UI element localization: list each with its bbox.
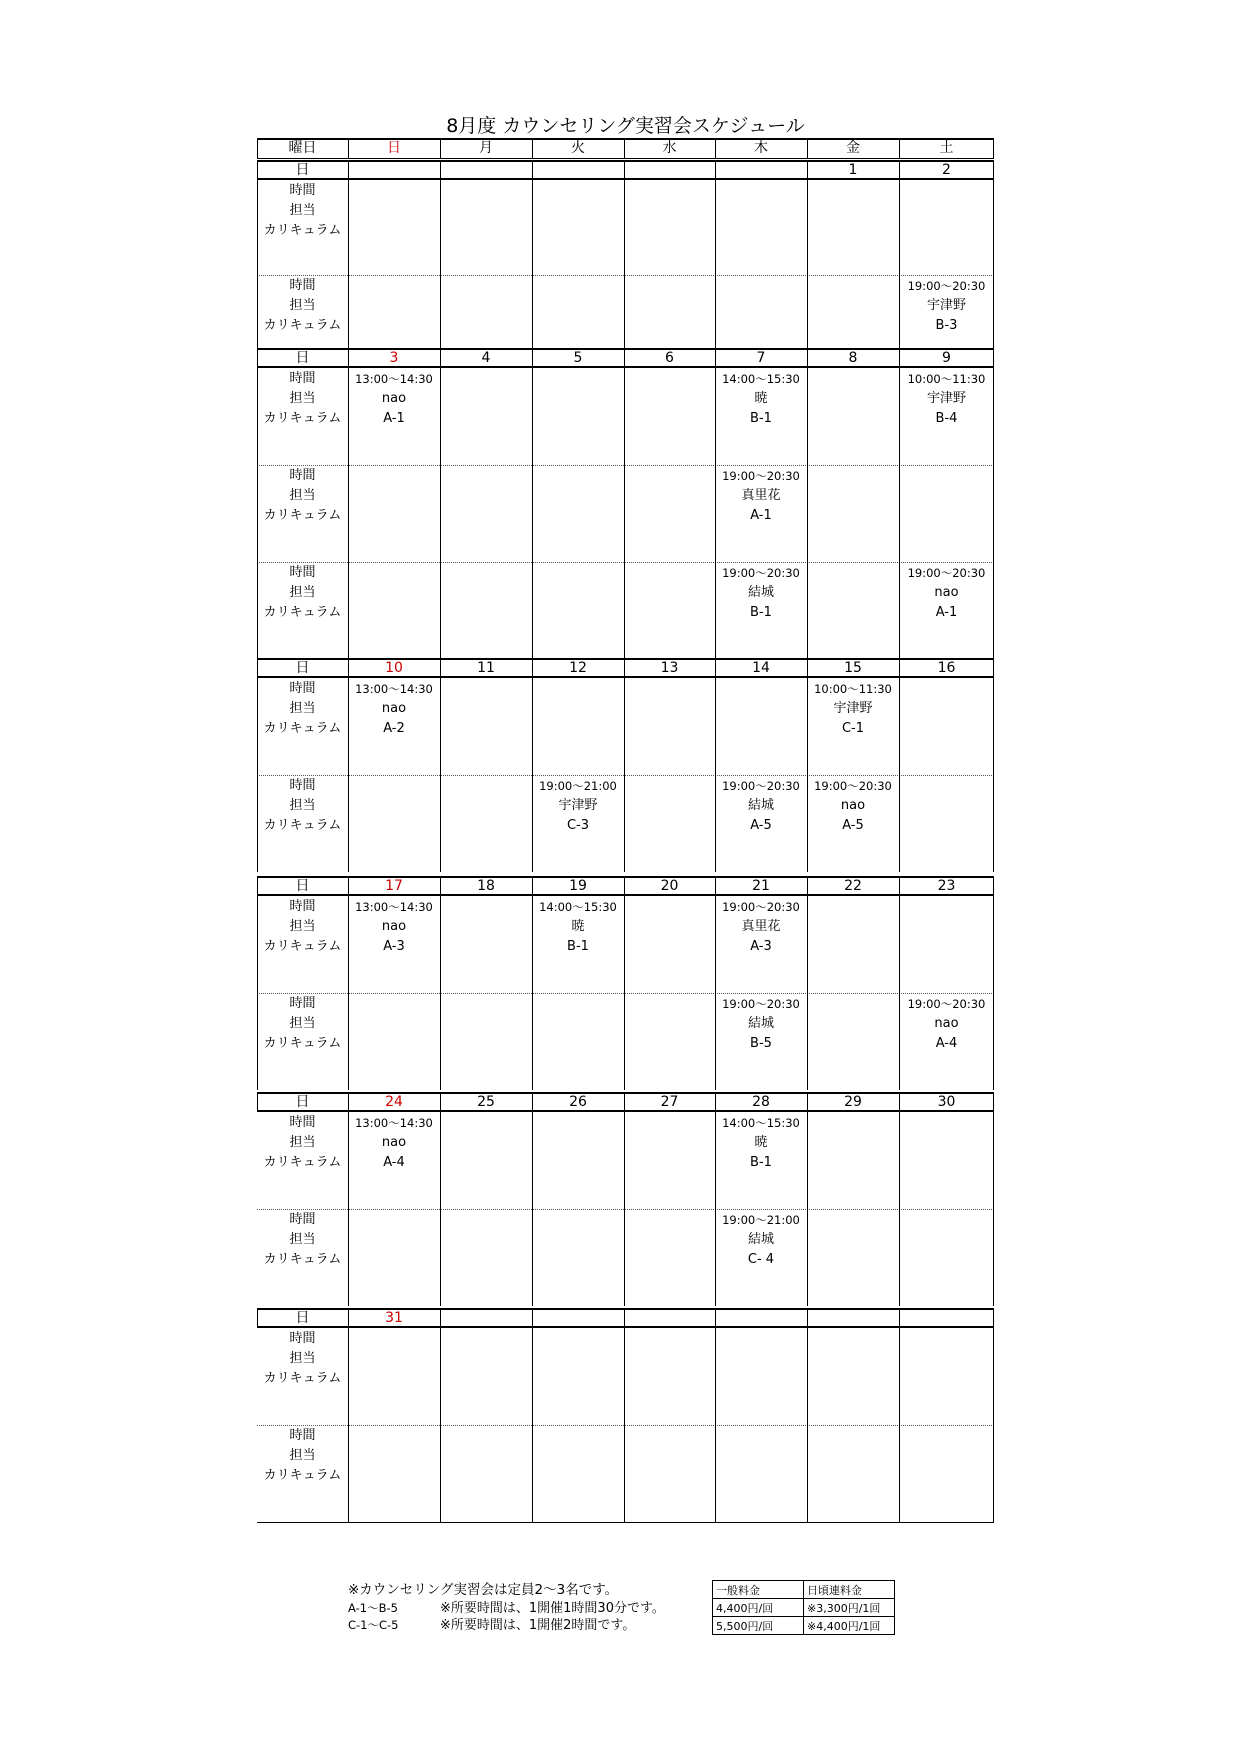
slot-divider (257, 1425, 994, 1426)
grid-line (532, 348, 533, 659)
session-staff: 結城 (747, 1016, 774, 1031)
grid-line (257, 677, 994, 678)
date-cell: 10 (385, 660, 403, 676)
session-curriculum: A-3 (383, 939, 405, 954)
session-time: 14:00～15:30 (722, 372, 800, 386)
date-row-label: 日 (295, 660, 310, 676)
session-time: 19:00～20:30 (722, 566, 800, 580)
grid-line (624, 160, 625, 370)
session-curriculum: B-1 (567, 939, 589, 954)
session-staff: 結城 (747, 798, 774, 813)
duration-note-ab (348, 1600, 665, 1617)
grid-line (993, 348, 994, 659)
date-cell: 8 (848, 350, 858, 366)
date-cell: 20 (660, 878, 679, 894)
grid-line (899, 658, 900, 872)
date-cell: 16 (937, 660, 956, 676)
session-curriculum: B-1 (750, 411, 772, 426)
weekday-header: 金 (846, 140, 860, 156)
curriculum-label: カリキュラム (263, 223, 342, 238)
grid-line (257, 179, 994, 180)
grid-line (257, 658, 258, 872)
date-cell: 12 (569, 660, 587, 676)
grid-line (993, 1308, 994, 1522)
page-title: 8月度 カウンセリング実習会スケジュール (446, 115, 805, 137)
grid-line (993, 160, 994, 370)
session-curriculum: B-4 (935, 411, 958, 426)
session-curriculum: A-5 (842, 818, 864, 833)
session-time: 19:00～20:30 (722, 997, 800, 1011)
duration-range: C-1～C-5 (348, 1618, 399, 1632)
curriculum-label: カリキュラム (263, 1468, 342, 1483)
session-curriculum: A-1 (750, 508, 772, 523)
time-label: 時間 (289, 371, 316, 386)
grid-line (899, 160, 900, 370)
grid-line (624, 876, 625, 1090)
duration-note-c (348, 1617, 665, 1634)
staff-label: 担当 (289, 203, 316, 218)
date-cell: 23 (937, 878, 956, 894)
grid-line (257, 1522, 994, 1523)
grid-line (807, 160, 808, 370)
time-label: 時間 (289, 1428, 316, 1443)
fee-cell: ※3,300円/1回 (804, 1599, 895, 1617)
session-curriculum: A-2 (383, 721, 405, 736)
weekday-header: 水 (662, 140, 677, 156)
staff-label: 担当 (289, 488, 316, 503)
staff-label: 担当 (289, 919, 316, 934)
session-staff: nao (934, 1016, 959, 1031)
session-staff: 真里花 (741, 919, 781, 934)
session-curriculum: B-3 (935, 318, 958, 333)
date-row-label: 日 (295, 1094, 310, 1110)
grid-line (348, 1308, 349, 1522)
staff-label: 担当 (289, 298, 316, 313)
session-staff: 宇津野 (926, 391, 966, 406)
date-cell: 11 (477, 660, 495, 676)
fee-header: 日頃連料金 (804, 1581, 895, 1599)
fee-cell: 5,500円/回 (713, 1617, 804, 1635)
staff-label: 担当 (289, 798, 316, 813)
time-label: 時間 (289, 183, 316, 198)
staff-label: 担当 (289, 701, 316, 716)
time-label: 時間 (289, 468, 316, 483)
session-time: 10:00～11:30 (907, 372, 986, 386)
grid-line (624, 348, 625, 659)
grid-line (899, 1092, 900, 1306)
weekday-header: 月 (479, 140, 493, 156)
fee-row (713, 1599, 895, 1617)
session-time: 14:00～15:30 (722, 1116, 800, 1130)
session-staff: 宇津野 (558, 798, 598, 813)
grid-line (348, 876, 349, 1090)
staff-label: 担当 (289, 585, 316, 600)
grid-line (348, 658, 349, 872)
grid-line (532, 876, 533, 1090)
staff-label: 担当 (289, 1135, 316, 1150)
session-time: 13:00～14:30 (355, 372, 433, 386)
date-cell: 28 (752, 1094, 770, 1110)
date-cell: 15 (844, 660, 862, 676)
session-time: 19:00～20:30 (907, 279, 986, 293)
grid-line (807, 1092, 808, 1306)
date-cell: 1 (848, 162, 858, 178)
session-curriculum: C-3 (566, 818, 590, 833)
time-label: 時間 (289, 778, 316, 793)
grid-line (440, 658, 441, 872)
session-time: 13:00～14:30 (355, 900, 433, 914)
time-label: 時間 (289, 565, 316, 580)
grid-line (624, 658, 625, 872)
grid-line (807, 658, 808, 872)
weekday-header: 火 (571, 140, 585, 156)
grid-line (348, 348, 349, 659)
date-cell: 29 (844, 1094, 862, 1110)
fee-cell: ※4,400円/1回 (804, 1617, 895, 1635)
grid-line (899, 1308, 900, 1522)
fee-header-row (713, 1581, 895, 1599)
session-staff: nao (381, 391, 407, 406)
grid-line (257, 1111, 994, 1112)
grid-line (624, 1308, 625, 1522)
curriculum-label: カリキュラム (263, 939, 342, 954)
grid-line (257, 348, 258, 659)
grid-line (257, 1092, 258, 1110)
grid-line (993, 1092, 994, 1306)
fee-cell: 4,400円/回 (713, 1599, 804, 1617)
session-time: 19:00～20:30 (722, 900, 800, 914)
grid-line (899, 876, 900, 1090)
session-staff: 結城 (747, 585, 774, 600)
grid-line (257, 158, 994, 159)
session-staff: 暁 (754, 1135, 768, 1150)
date-cell: 22 (844, 878, 862, 894)
date-row-label: 日 (295, 878, 310, 894)
session-time: 14:00～15:30 (539, 900, 617, 914)
staff-label: 担当 (289, 1448, 316, 1463)
grid-line (624, 1092, 625, 1306)
grid-line (532, 1092, 533, 1306)
date-cell: 26 (569, 1094, 587, 1110)
session-curriculum: B-1 (750, 1155, 772, 1170)
staff-label: 担当 (289, 1232, 316, 1247)
session-curriculum: A-5 (750, 818, 772, 833)
notes (348, 1580, 665, 1634)
grid-line (440, 1308, 441, 1522)
date-cell: 18 (477, 878, 495, 894)
session-curriculum: C-1 (841, 721, 865, 736)
fee-row (713, 1617, 895, 1635)
date-cell: 5 (573, 350, 583, 366)
grid-line (348, 1092, 349, 1306)
grid-line (532, 1308, 533, 1522)
grid-line (715, 658, 716, 872)
grid-line (715, 348, 716, 659)
session-staff: nao (840, 798, 866, 813)
session-staff: 宇津野 (833, 701, 873, 716)
session-time: 19:00～20:30 (907, 566, 986, 580)
schedule-grid (257, 138, 994, 1538)
slot-divider (257, 562, 994, 563)
slot-divider (257, 993, 994, 994)
grid-line (532, 658, 533, 872)
session-curriculum: A-1 (383, 411, 405, 426)
time-label: 時間 (289, 1331, 316, 1346)
grid-line (715, 1092, 716, 1306)
session-staff: nao (381, 1135, 407, 1150)
time-label: 時間 (289, 1115, 316, 1130)
session-curriculum: B-1 (750, 605, 772, 620)
session-time: 19:00～20:30 (722, 469, 800, 483)
curriculum-label: カリキュラム (263, 721, 342, 736)
session-curriculum: A-4 (383, 1155, 405, 1170)
weekday-header: 日 (387, 140, 401, 156)
duration-text: ※所要時間は、1開催1時間30分です。 (440, 1601, 665, 1616)
session-time: 13:00～14:30 (355, 1116, 433, 1130)
date-cell: 30 (937, 1094, 956, 1110)
time-label: 時間 (289, 899, 316, 914)
grid-line (440, 876, 441, 1090)
weekday-header-label: 曜日 (288, 140, 317, 156)
date-cell: 6 (665, 350, 674, 366)
grid-line (993, 658, 994, 872)
session-curriculum: A-4 (935, 1036, 958, 1051)
date-cell: 31 (385, 1310, 403, 1326)
grid-line (440, 348, 441, 659)
date-cell: 3 (389, 350, 399, 366)
staff-label: 担当 (289, 1016, 316, 1031)
grid-line (257, 160, 258, 370)
grid-line (348, 160, 349, 370)
grid-line (440, 160, 441, 370)
date-cell: 13 (660, 660, 679, 676)
curriculum-label: カリキュラム (263, 605, 342, 620)
grid-line (257, 876, 258, 1090)
session-time: 19:00～21:00 (722, 1213, 800, 1227)
grid-line (257, 1327, 994, 1328)
session-time: 19:00～20:30 (814, 779, 892, 793)
weekday-header: 木 (754, 140, 768, 156)
date-cell: 21 (752, 878, 770, 894)
grid-line (993, 876, 994, 1090)
curriculum-label: カリキュラム (263, 1036, 342, 1051)
grid-line (807, 348, 808, 659)
session-staff: 真里花 (741, 488, 781, 503)
date-cell: 19 (569, 878, 587, 894)
slot-divider (257, 275, 994, 276)
date-cell: 4 (481, 350, 491, 366)
session-time: 10:00～11:30 (814, 682, 892, 696)
session-staff: nao (381, 701, 407, 716)
capacity-note: ※カウンセリング実習会は定員2～3名です。 (348, 1582, 619, 1598)
date-cell: 7 (756, 350, 766, 366)
duration-text: ※所要時間は、1開催2時間です。 (440, 1618, 636, 1633)
slot-divider (257, 1209, 994, 1210)
session-staff: 宇津野 (926, 298, 966, 313)
curriculum-label: カリキュラム (263, 1155, 342, 1170)
grid-line (257, 367, 994, 368)
time-label: 時間 (289, 1212, 316, 1227)
fee-header: 一般料金 (713, 1581, 804, 1599)
session-curriculum: C- 4 (747, 1252, 775, 1267)
curriculum-label: カリキュラム (263, 508, 342, 523)
date-cell: 14 (752, 660, 770, 676)
date-cell: 27 (660, 1094, 679, 1110)
session-staff: 暁 (754, 391, 768, 406)
slot-divider (257, 465, 994, 466)
weekday-header: 土 (939, 140, 954, 156)
date-cell: 25 (477, 1094, 495, 1110)
grid-line (257, 1308, 258, 1326)
session-staff: nao (381, 919, 407, 934)
grid-line (807, 1308, 808, 1522)
fee-table (712, 1580, 895, 1635)
date-cell: 9 (942, 350, 951, 366)
grid-line (715, 876, 716, 1090)
curriculum-label: カリキュラム (263, 818, 342, 833)
session-staff: 結城 (747, 1232, 774, 1247)
curriculum-label: カリキュラム (263, 411, 342, 426)
grid-line (807, 876, 808, 1090)
curriculum-label: カリキュラム (263, 1371, 342, 1386)
curriculum-label: カリキュラム (263, 318, 342, 333)
date-row-label: 日 (295, 350, 310, 366)
session-staff: nao (934, 585, 959, 600)
staff-label: 担当 (289, 391, 316, 406)
grid-line (715, 1308, 716, 1522)
duration-range: A-1～B-5 (348, 1601, 398, 1615)
grid-line (715, 160, 716, 370)
date-row-label: 日 (295, 162, 310, 178)
session-curriculum: B-5 (750, 1036, 772, 1051)
time-label: 時間 (289, 681, 316, 696)
session-staff: 暁 (571, 919, 585, 934)
date-row-label: 日 (295, 1310, 310, 1326)
grid-line (532, 160, 533, 370)
session-curriculum: A-3 (750, 939, 772, 954)
time-label: 時間 (289, 996, 316, 1011)
grid-line (899, 348, 900, 659)
date-cell: 2 (942, 162, 951, 178)
session-time: 19:00～20:30 (722, 779, 800, 793)
session-time: 13:00～14:30 (355, 682, 433, 696)
date-cell: 24 (385, 1094, 403, 1110)
date-cell: 17 (385, 878, 403, 894)
session-curriculum: A-1 (935, 605, 958, 620)
curriculum-label: カリキュラム (263, 1252, 342, 1267)
session-time: 19:00～20:30 (907, 997, 986, 1011)
grid-line (257, 895, 994, 896)
grid-line (440, 1092, 441, 1306)
staff-label: 担当 (289, 1351, 316, 1366)
session-time: 19:00～21:00 (539, 779, 617, 793)
time-label: 時間 (289, 278, 316, 293)
